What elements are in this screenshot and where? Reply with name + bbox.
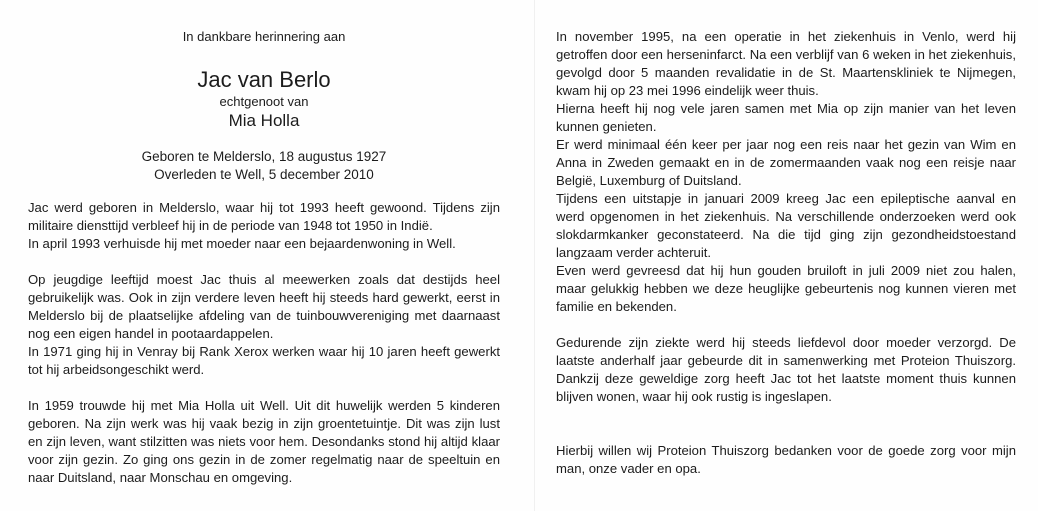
dedication-intro: In dankbare herinnering aan [182,29,346,44]
paragraph-enjoy: Hierna heeft hij nog vele jaren samen met Mia op zijn manier van het leven kunnen genieten. [556,101,1016,134]
card-fold-line [534,0,535,511]
life-dates [28,148,500,184]
paragraph-work: Op jeugdige leeftijd moest Jac thuis al meewerken zoals dat destijds heel gebruikelijk was. Ook in zijn verdere leven heeft hij steeds hard gewerkt, eerst in Melderslo bij de plaatselijke afdeling van de tuinbouwvereniging met daarnaast nog een eigen handel in pootaardappelen. [28,272,500,341]
paragraph-care: Gedurende zijn ziekte werd hij steeds liefdevol door moeder verzorgd. De laatste anderhalf jaar gebeurde dit in samenwerking met Proteion Thuiszorg. Dankzij deze geweldige zorg heeft Jac tot het laatste moment thuis kunnen blijven wonen, waar hij ook rustig is ingeslapen. [556,335,1016,404]
paragraph-illness: Tijdens een uitstapje in januari 2009 kreeg Jac een epileptische aanval en werd opgenomen in het ziekenhuis. Na verschillende onderzoeken werd ook slokdarmkanker geconstateerd. Na die tijd ging zijn gezondheidstoestand langzaam verder achteruit. [556,191,1016,260]
paragraph-thanks: Hierbij willen wij Proteion Thuiszorg bedanken voor de goede zorg voor mijn man, onze vader en opa. [556,443,1016,476]
right-panel [556,28,1016,478]
paragraph-marriage: In 1959 trouwde hij met Mia Holla uit Well. Uit dit huwelijk werden 5 kinderen geboren. Na zijn werk was hij vaak bezig in zijn groentetuintje. Dit was zijn lust en zijn leven, want stilzitten was niets voor hem. Desondanks stond hij altijd klaar voor zijn gezin. Zo ging ons gezin in de zomer regelmatig naar de speeltuin en naar Duitsland, naar Monschau en omgeving. [28,398,500,485]
left-panel [28,28,500,487]
paragraph-stroke: In november 1995, na een operatie in het ziekenhuis in Venlo, werd hij getroffen door een herseninfarct. Na een verblijf van 6 weken in het ziekenhuis, gevolgd door 5 maanden revalidatie in de St. Maartenskliniek te Nijmegen, kwam hij op 23 mei 1996 eindelijk weer thuis. [556,29,1016,98]
relation-label: echtgenoot van [219,94,309,109]
spouse-name: Mia Holla [228,111,300,130]
paragraph-anniversary: Even werd gevreesd dat hij hun gouden bruiloft in juli 2009 niet zou halen, maar gelukkig hebben we deze heuglijke gebeurtenis nog kunnen vieren met familie en bekenden. [556,263,1016,314]
deceased-name: Jac van Berlo [197,67,331,92]
death-line: Overleden te Well, 5 december 2010 [154,167,374,182]
paragraph-xerox: In 1971 ging hij in Venray bij Rank Xerox werken waar hij 10 jaren heeft gewerkt tot hij arbeidsongeschikt werd. [28,344,500,377]
paragraph-birthplace: Jac werd geboren in Melderslo, waar hij tot 1993 heeft gewoond. Tijdens zijn militaire diensttijd verbleef hij in de periode van 1948 tot 1950 in Indië. [28,200,500,233]
paragraph-move: In april 1993 verhuisde hij met moeder naar een bejaardenwoning in Well. [28,236,456,251]
paragraph-travel: Er werd minimaal één keer per jaar nog een reis naar het gezin van Wim en Anna in Zweden gemaakt en in de zomermaanden vaak nog een reisje naar België, Luxemburg of Duitsland. [556,137,1016,188]
birth-line: Geboren te Melderslo, 18 augustus 1927 [141,149,387,164]
